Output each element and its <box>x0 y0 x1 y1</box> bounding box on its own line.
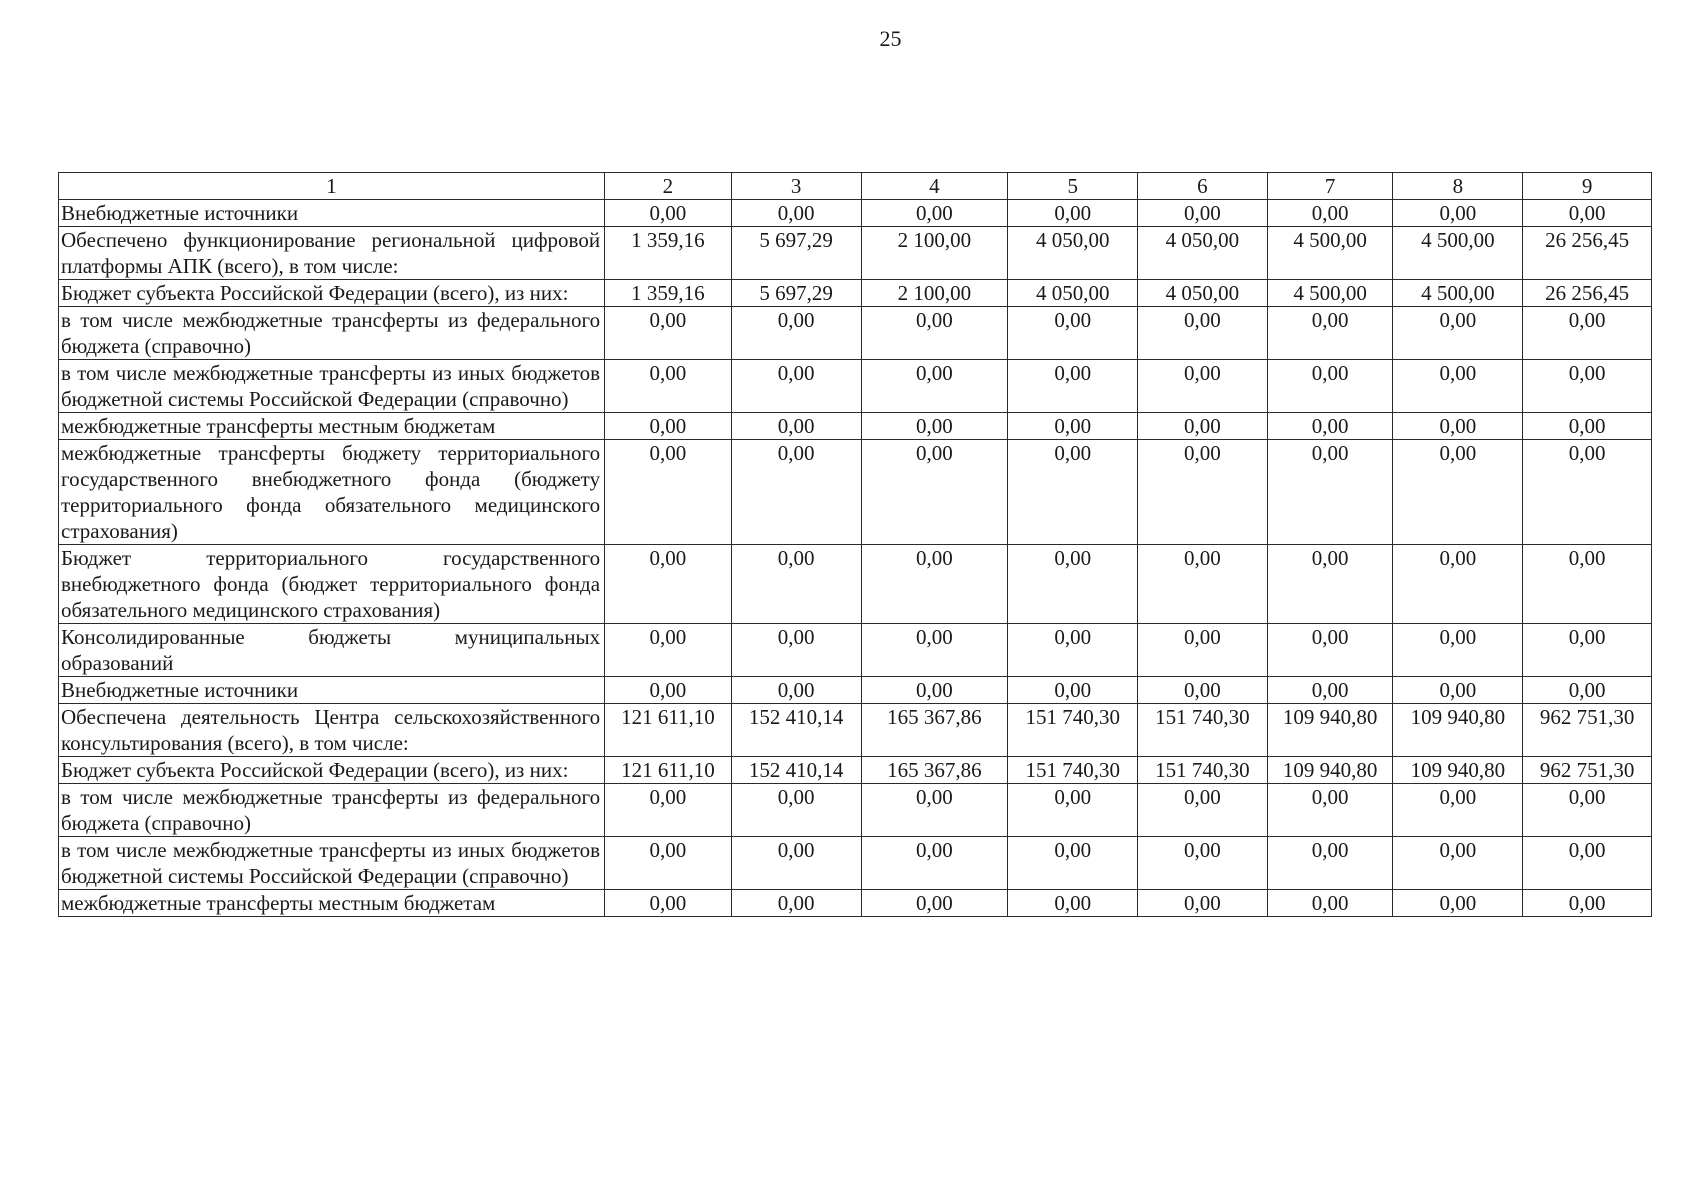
value-cell: 0,00 <box>731 784 861 837</box>
value-cell: 0,00 <box>861 624 1008 677</box>
value-cell: 0,00 <box>1393 307 1523 360</box>
column-header: 1 <box>59 173 605 200</box>
value-cell: 0,00 <box>731 200 861 227</box>
value-cell: 109 940,80 <box>1267 757 1393 784</box>
value-cell: 0,00 <box>1008 360 1138 413</box>
value-cell: 0,00 <box>605 440 732 545</box>
value-cell: 0,00 <box>1523 440 1652 545</box>
value-cell: 0,00 <box>1393 360 1523 413</box>
value-cell: 0,00 <box>861 413 1008 440</box>
table-row <box>59 784 1652 837</box>
value-cell: 0,00 <box>1267 837 1393 890</box>
table-row <box>59 413 1652 440</box>
row-label: в том числе межбюджетные трансферты из федерального бюджета (справочно) <box>59 784 605 837</box>
value-cell: 0,00 <box>1523 200 1652 227</box>
budget-table <box>58 172 1652 917</box>
value-cell: 0,00 <box>1138 360 1268 413</box>
column-header: 3 <box>731 173 861 200</box>
row-label: в том числе межбюджетные трансферты из федерального бюджета (справочно) <box>59 307 605 360</box>
table-row <box>59 624 1652 677</box>
value-cell: 152 410,14 <box>731 757 861 784</box>
row-label: межбюджетные трансферты местным бюджетам <box>59 890 605 917</box>
value-cell: 0,00 <box>731 360 861 413</box>
value-cell: 0,00 <box>605 545 732 624</box>
value-cell: 0,00 <box>605 307 732 360</box>
value-cell: 0,00 <box>861 307 1008 360</box>
column-header: 8 <box>1393 173 1523 200</box>
value-cell: 0,00 <box>1267 784 1393 837</box>
value-cell: 121 611,10 <box>605 704 732 757</box>
value-cell: 0,00 <box>1523 545 1652 624</box>
table-row <box>59 360 1652 413</box>
value-cell: 4 500,00 <box>1393 227 1523 280</box>
row-label: Внебюджетные источники <box>59 200 605 227</box>
value-cell: 0,00 <box>1008 837 1138 890</box>
value-cell: 0,00 <box>1008 890 1138 917</box>
value-cell: 109 940,80 <box>1267 704 1393 757</box>
value-cell: 0,00 <box>731 307 861 360</box>
row-label: в том числе межбюджетные трансферты из иных бюджетов бюджетной системы Российской Федерации (справочно) <box>59 360 605 413</box>
value-cell: 0,00 <box>605 890 732 917</box>
value-cell: 0,00 <box>731 837 861 890</box>
value-cell: 0,00 <box>1267 413 1393 440</box>
value-cell: 151 740,30 <box>1008 757 1138 784</box>
value-cell: 0,00 <box>1267 545 1393 624</box>
column-header: 4 <box>861 173 1008 200</box>
value-cell: 4 050,00 <box>1138 280 1268 307</box>
value-cell: 0,00 <box>861 784 1008 837</box>
column-header: 2 <box>605 173 732 200</box>
value-cell: 165 367,86 <box>861 757 1008 784</box>
value-cell: 0,00 <box>1138 200 1268 227</box>
table-row <box>59 280 1652 307</box>
value-cell: 0,00 <box>1267 890 1393 917</box>
value-cell: 0,00 <box>1523 360 1652 413</box>
value-cell: 152 410,14 <box>731 704 861 757</box>
column-header: 7 <box>1267 173 1393 200</box>
value-cell: 0,00 <box>1523 413 1652 440</box>
value-cell: 151 740,30 <box>1138 757 1268 784</box>
column-header: 6 <box>1138 173 1268 200</box>
value-cell: 0,00 <box>1393 837 1523 890</box>
table-row <box>59 545 1652 624</box>
value-cell: 1 359,16 <box>605 280 732 307</box>
value-cell: 0,00 <box>605 624 732 677</box>
row-label: Обеспечена деятельность Центра сельскохозяйственного консультирования (всего), в том числе: <box>59 704 605 757</box>
row-label: Бюджет субъекта Российской Федерации (всего), из них: <box>59 757 605 784</box>
value-cell: 0,00 <box>731 440 861 545</box>
value-cell: 0,00 <box>1393 890 1523 917</box>
table-row <box>59 307 1652 360</box>
value-cell: 0,00 <box>861 440 1008 545</box>
value-cell: 962 751,30 <box>1523 757 1652 784</box>
value-cell: 5 697,29 <box>731 227 861 280</box>
value-cell: 0,00 <box>1393 440 1523 545</box>
value-cell: 0,00 <box>1008 307 1138 360</box>
value-cell: 4 050,00 <box>1008 280 1138 307</box>
row-label: Внебюджетные источники <box>59 677 605 704</box>
value-cell: 0,00 <box>1523 837 1652 890</box>
value-cell: 0,00 <box>1008 784 1138 837</box>
value-cell: 165 367,86 <box>861 704 1008 757</box>
value-cell: 0,00 <box>1523 307 1652 360</box>
row-label: Бюджет территориального государственного внебюджетного фонда (бюджет территориального фонда обязательного медицинского страхования) <box>59 545 605 624</box>
value-cell: 0,00 <box>1267 677 1393 704</box>
value-cell: 151 740,30 <box>1008 704 1138 757</box>
value-cell: 0,00 <box>1523 624 1652 677</box>
value-cell: 0,00 <box>1267 200 1393 227</box>
value-cell: 4 500,00 <box>1267 280 1393 307</box>
table-row <box>59 677 1652 704</box>
value-cell: 0,00 <box>1138 307 1268 360</box>
value-cell: 26 256,45 <box>1523 280 1652 307</box>
page-number: 25 <box>879 26 902 51</box>
value-cell: 0,00 <box>1523 677 1652 704</box>
value-cell: 0,00 <box>1008 545 1138 624</box>
table-row <box>59 227 1652 280</box>
value-cell: 0,00 <box>1267 440 1393 545</box>
value-cell: 0,00 <box>1008 440 1138 545</box>
value-cell: 0,00 <box>1008 413 1138 440</box>
value-cell: 0,00 <box>605 784 732 837</box>
value-cell: 0,00 <box>1138 440 1268 545</box>
value-cell: 0,00 <box>605 677 732 704</box>
row-label: Консолидированные бюджеты муниципальных образований <box>59 624 605 677</box>
value-cell: 4 050,00 <box>1008 227 1138 280</box>
value-cell: 2 100,00 <box>861 227 1008 280</box>
value-cell: 0,00 <box>1138 545 1268 624</box>
value-cell: 4 500,00 <box>1393 280 1523 307</box>
value-cell: 0,00 <box>861 360 1008 413</box>
table-header-row <box>59 173 1652 200</box>
column-header: 9 <box>1523 173 1652 200</box>
row-label: межбюджетные трансферты местным бюджетам <box>59 413 605 440</box>
value-cell: 0,00 <box>605 837 732 890</box>
value-cell: 0,00 <box>861 545 1008 624</box>
value-cell: 26 256,45 <box>1523 227 1652 280</box>
value-cell: 0,00 <box>861 677 1008 704</box>
table-row <box>59 837 1652 890</box>
table-row <box>59 890 1652 917</box>
value-cell: 0,00 <box>1267 360 1393 413</box>
value-cell: 121 611,10 <box>605 757 732 784</box>
value-cell: 5 697,29 <box>731 280 861 307</box>
value-cell: 0,00 <box>731 624 861 677</box>
value-cell: 0,00 <box>861 837 1008 890</box>
value-cell: 0,00 <box>1138 624 1268 677</box>
value-cell: 0,00 <box>1008 200 1138 227</box>
value-cell: 109 940,80 <box>1393 704 1523 757</box>
value-cell: 0,00 <box>731 890 861 917</box>
row-label: в том числе межбюджетные трансферты из иных бюджетов бюджетной системы Российской Федерации (справочно) <box>59 837 605 890</box>
table-row <box>59 440 1652 545</box>
value-cell: 0,00 <box>605 200 732 227</box>
value-cell: 0,00 <box>1138 784 1268 837</box>
column-header: 5 <box>1008 173 1138 200</box>
value-cell: 0,00 <box>1393 413 1523 440</box>
value-cell: 0,00 <box>605 360 732 413</box>
value-cell: 962 751,30 <box>1523 704 1652 757</box>
table-row <box>59 704 1652 757</box>
value-cell: 151 740,30 <box>1138 704 1268 757</box>
value-cell: 0,00 <box>731 677 861 704</box>
row-label: межбюджетные трансферты бюджету территориального государственного внебюджетного фонда (бюджету территориального фонда обязательного медицинского страхования) <box>59 440 605 545</box>
row-label: Бюджет субъекта Российской Федерации (всего), из них: <box>59 280 605 307</box>
value-cell: 0,00 <box>1523 890 1652 917</box>
value-cell: 0,00 <box>1393 545 1523 624</box>
value-cell: 0,00 <box>1267 624 1393 677</box>
value-cell: 0,00 <box>1523 784 1652 837</box>
value-cell: 0,00 <box>1393 200 1523 227</box>
value-cell: 0,00 <box>1138 890 1268 917</box>
value-cell: 0,00 <box>1138 413 1268 440</box>
value-cell: 0,00 <box>861 200 1008 227</box>
value-cell: 0,00 <box>1008 624 1138 677</box>
value-cell: 1 359,16 <box>605 227 732 280</box>
value-cell: 0,00 <box>731 545 861 624</box>
table-row <box>59 200 1652 227</box>
value-cell: 0,00 <box>1267 307 1393 360</box>
table-row <box>59 757 1652 784</box>
value-cell: 0,00 <box>1138 837 1268 890</box>
value-cell: 0,00 <box>731 413 861 440</box>
value-cell: 2 100,00 <box>861 280 1008 307</box>
value-cell: 0,00 <box>1008 677 1138 704</box>
value-cell: 0,00 <box>1393 784 1523 837</box>
value-cell: 0,00 <box>1393 624 1523 677</box>
value-cell: 0,00 <box>1138 677 1268 704</box>
value-cell: 0,00 <box>1393 677 1523 704</box>
value-cell: 0,00 <box>861 890 1008 917</box>
row-label: Обеспечено функционирование региональной цифровой платформы АПК (всего), в том числе: <box>59 227 605 280</box>
value-cell: 4 050,00 <box>1138 227 1268 280</box>
value-cell: 109 940,80 <box>1393 757 1523 784</box>
value-cell: 0,00 <box>605 413 732 440</box>
value-cell: 4 500,00 <box>1267 227 1393 280</box>
